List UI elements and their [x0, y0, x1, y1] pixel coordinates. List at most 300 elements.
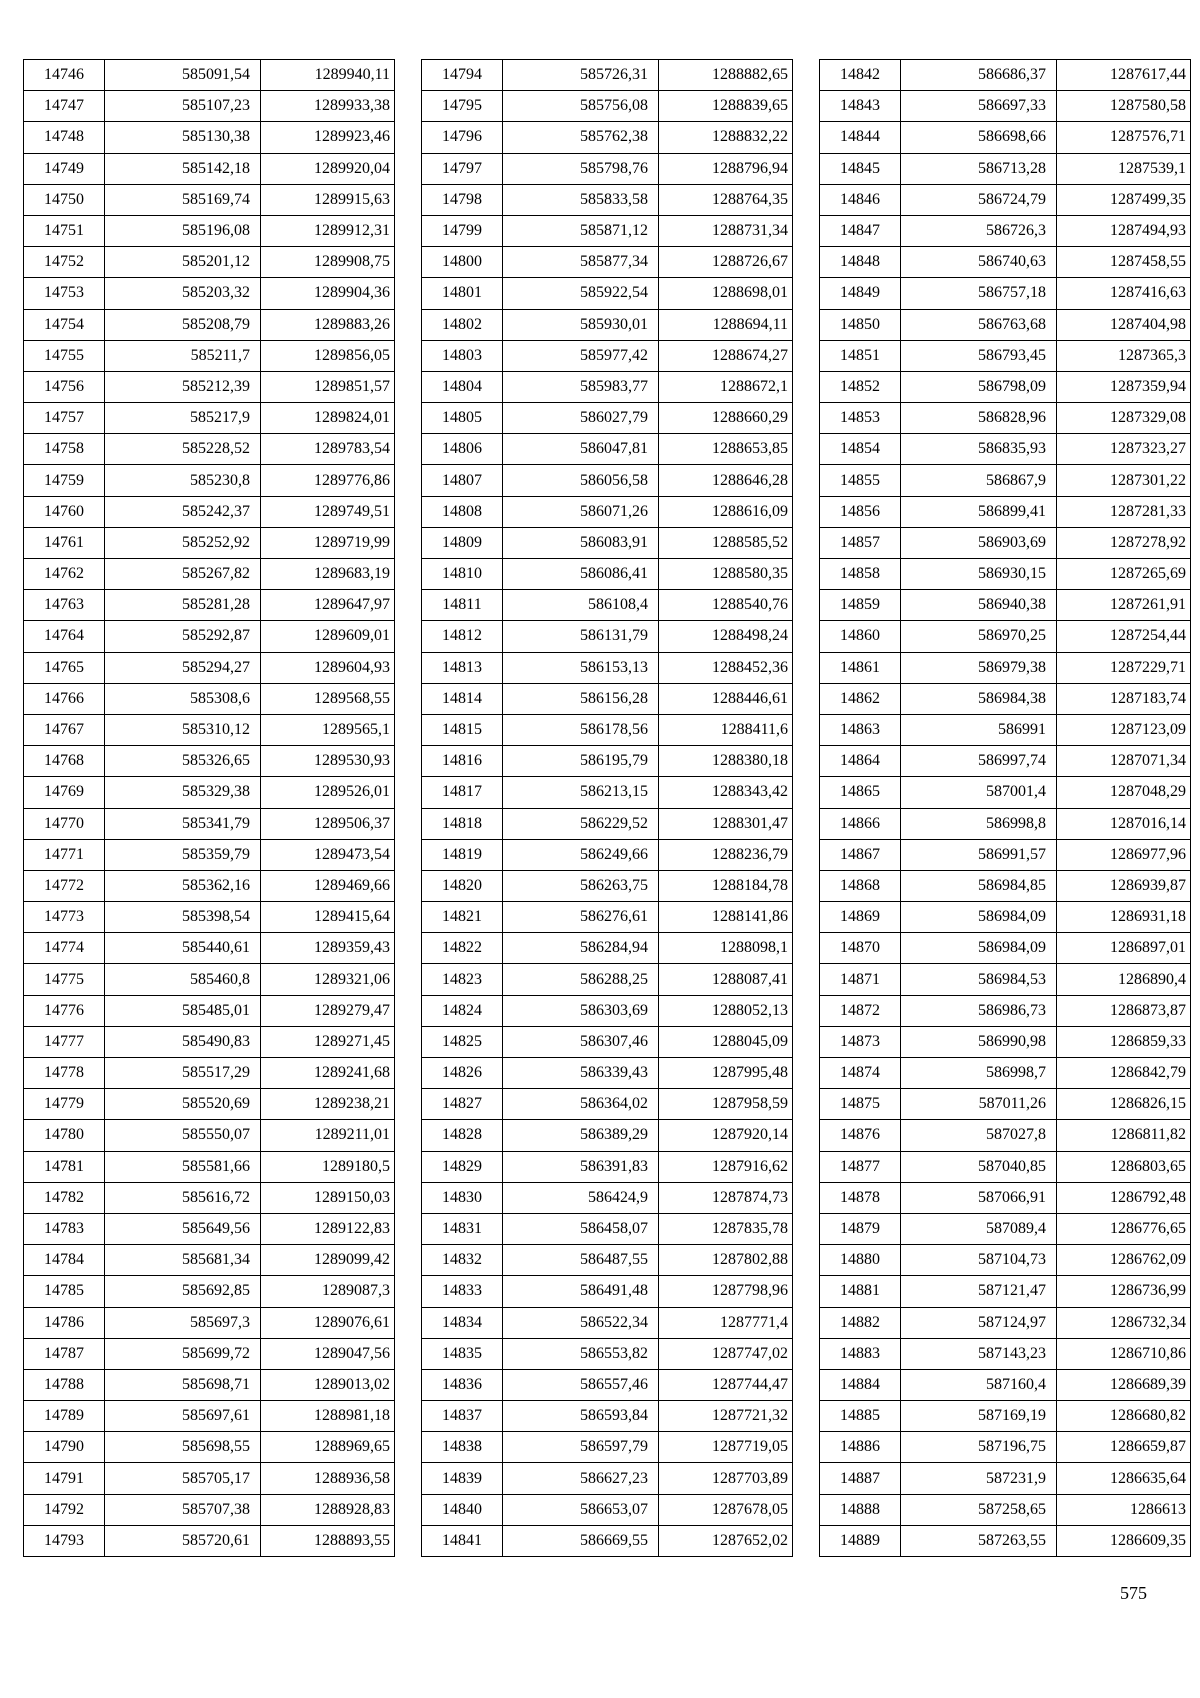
point-number-cell: 14867 [820, 839, 901, 870]
point-number-cell: 14820 [422, 870, 503, 901]
point-number-cell: 14821 [422, 902, 503, 933]
y-coordinate-cell: 1288653,85 [659, 434, 793, 465]
x-coordinate-cell: 586798,09 [901, 371, 1057, 402]
y-coordinate-cell: 1288446,61 [659, 683, 793, 714]
table-row [820, 1463, 1191, 1494]
y-coordinate-cell: 1286792,48 [1057, 1182, 1191, 1213]
x-coordinate-cell: 586027,79 [503, 403, 659, 434]
table-row [24, 1401, 395, 1432]
y-coordinate-cell: 1288301,47 [659, 808, 793, 839]
table-row [422, 621, 793, 652]
table-row [24, 403, 395, 434]
y-coordinate-cell: 1288726,67 [659, 247, 793, 278]
x-coordinate-cell: 587027,8 [901, 1120, 1057, 1151]
point-number-cell: 14752 [24, 247, 105, 278]
y-coordinate-cell: 1289279,47 [261, 995, 395, 1026]
table-row [820, 434, 1191, 465]
x-coordinate-cell: 585798,76 [503, 153, 659, 184]
point-number-cell: 14747 [24, 91, 105, 122]
table-row [422, 839, 793, 870]
y-coordinate-cell: 1286680,82 [1057, 1401, 1191, 1432]
y-coordinate-cell: 1286859,33 [1057, 1026, 1191, 1057]
table-row [820, 340, 1191, 371]
y-coordinate-cell: 1289506,37 [261, 808, 395, 839]
point-number-cell: 14755 [24, 340, 105, 371]
y-coordinate-cell: 1289923,46 [261, 122, 395, 153]
x-coordinate-cell: 586740,63 [901, 247, 1057, 278]
point-number-cell: 14777 [24, 1026, 105, 1057]
table-row [820, 403, 1191, 434]
table-row [422, 403, 793, 434]
point-number-cell: 14797 [422, 153, 503, 184]
y-coordinate-cell: 1287071,34 [1057, 746, 1191, 777]
point-number-cell: 14787 [24, 1338, 105, 1369]
point-number-cell: 14831 [422, 1213, 503, 1244]
point-number-cell: 14844 [820, 122, 901, 153]
table-row [24, 1432, 395, 1463]
x-coordinate-cell: 587089,4 [901, 1213, 1057, 1244]
point-number-cell: 14791 [24, 1463, 105, 1494]
point-number-cell: 14763 [24, 590, 105, 621]
table-row [820, 1432, 1191, 1463]
y-coordinate-cell: 1286762,09 [1057, 1245, 1191, 1276]
point-number-cell: 14852 [820, 371, 901, 402]
y-coordinate-cell: 1287719,05 [659, 1432, 793, 1463]
point-number-cell: 14794 [422, 60, 503, 91]
point-number-cell: 14764 [24, 621, 105, 652]
y-coordinate-cell: 1289013,02 [261, 1369, 395, 1400]
x-coordinate-cell: 585756,08 [503, 91, 659, 122]
y-coordinate-cell: 1289683,19 [261, 559, 395, 590]
y-coordinate-cell: 1289047,56 [261, 1338, 395, 1369]
table-row [422, 527, 793, 558]
y-coordinate-cell: 1287835,78 [659, 1213, 793, 1244]
y-coordinate-cell: 1288839,65 [659, 91, 793, 122]
table-row [422, 371, 793, 402]
table-row [820, 465, 1191, 496]
table-row [820, 1120, 1191, 1151]
y-coordinate-cell: 1288731,34 [659, 215, 793, 246]
point-number-cell: 14796 [422, 122, 503, 153]
table-row [422, 184, 793, 215]
point-number-cell: 14757 [24, 403, 105, 434]
table-row [422, 870, 793, 901]
x-coordinate-cell: 585517,29 [105, 1058, 261, 1089]
x-coordinate-cell: 586970,25 [901, 621, 1057, 652]
y-coordinate-cell: 1287995,48 [659, 1058, 793, 1089]
x-coordinate-cell: 586458,07 [503, 1213, 659, 1244]
table-row [422, 746, 793, 777]
x-coordinate-cell: 586424,9 [503, 1182, 659, 1213]
point-number-cell: 14774 [24, 933, 105, 964]
point-number-cell: 14823 [422, 964, 503, 995]
point-number-cell: 14843 [820, 91, 901, 122]
x-coordinate-cell: 585341,79 [105, 808, 261, 839]
x-coordinate-cell: 586930,15 [901, 559, 1057, 590]
y-coordinate-cell: 1289851,57 [261, 371, 395, 402]
y-coordinate-cell: 1286811,82 [1057, 1120, 1191, 1151]
y-coordinate-cell: 1286732,34 [1057, 1307, 1191, 1338]
point-number-cell: 14768 [24, 746, 105, 777]
y-coordinate-cell: 1289904,36 [261, 278, 395, 309]
table-row [24, 1151, 395, 1182]
x-coordinate-cell: 586998,7 [901, 1058, 1057, 1089]
table-row [24, 153, 395, 184]
y-coordinate-cell: 1287278,92 [1057, 527, 1191, 558]
y-coordinate-cell: 1288764,35 [659, 184, 793, 215]
x-coordinate-cell: 586229,52 [503, 808, 659, 839]
x-coordinate-cell: 585692,85 [105, 1276, 261, 1307]
table-row [422, 1120, 793, 1151]
y-coordinate-cell: 1289568,55 [261, 683, 395, 714]
table-row [422, 1151, 793, 1182]
point-number-cell: 14848 [820, 247, 901, 278]
x-coordinate-cell: 585398,54 [105, 902, 261, 933]
x-coordinate-cell: 587258,65 [901, 1494, 1057, 1525]
point-number-cell: 14779 [24, 1089, 105, 1120]
table-row [422, 808, 793, 839]
table-row [820, 839, 1191, 870]
y-coordinate-cell: 1288052,13 [659, 995, 793, 1026]
table-row [422, 465, 793, 496]
y-coordinate-cell: 1287652,02 [659, 1525, 793, 1556]
y-coordinate-cell: 1289824,01 [261, 403, 395, 434]
page-number: 575 [1120, 1583, 1147, 1603]
x-coordinate-cell: 585208,79 [105, 309, 261, 340]
y-coordinate-cell: 1289415,64 [261, 902, 395, 933]
point-number-cell: 14862 [820, 683, 901, 714]
table-row [422, 1432, 793, 1463]
table-row [24, 434, 395, 465]
point-number-cell: 14864 [820, 746, 901, 777]
table-row [422, 153, 793, 184]
y-coordinate-cell: 1288045,09 [659, 1026, 793, 1057]
x-coordinate-cell: 585681,34 [105, 1245, 261, 1276]
point-number-cell: 14813 [422, 652, 503, 683]
point-number-cell: 14784 [24, 1245, 105, 1276]
x-coordinate-cell: 586557,46 [503, 1369, 659, 1400]
x-coordinate-cell: 587001,4 [901, 777, 1057, 808]
point-number-cell: 14874 [820, 1058, 901, 1089]
x-coordinate-cell: 585726,31 [503, 60, 659, 91]
point-number-cell: 14885 [820, 1401, 901, 1432]
x-coordinate-cell: 585616,72 [105, 1182, 261, 1213]
point-number-cell: 14842 [820, 60, 901, 91]
x-coordinate-cell: 586284,94 [503, 933, 659, 964]
y-coordinate-cell: 1286689,39 [1057, 1369, 1191, 1400]
table-row [24, 1213, 395, 1244]
point-number-cell: 14870 [820, 933, 901, 964]
y-coordinate-cell: 1286873,87 [1057, 995, 1191, 1026]
table-row [24, 933, 395, 964]
point-number-cell: 14790 [24, 1432, 105, 1463]
y-coordinate-cell: 1288882,65 [659, 60, 793, 91]
point-number-cell: 14753 [24, 278, 105, 309]
point-number-cell: 14804 [422, 371, 503, 402]
x-coordinate-cell: 585267,82 [105, 559, 261, 590]
table-row [422, 1401, 793, 1432]
x-coordinate-cell: 586669,55 [503, 1525, 659, 1556]
table-row [820, 278, 1191, 309]
table-row [24, 1182, 395, 1213]
y-coordinate-cell: 1289908,75 [261, 247, 395, 278]
x-coordinate-cell: 586698,66 [901, 122, 1057, 153]
table-row [820, 683, 1191, 714]
table-row [422, 652, 793, 683]
point-number-cell: 14884 [820, 1369, 901, 1400]
x-coordinate-cell: 586724,79 [901, 184, 1057, 215]
y-coordinate-cell: 1288098,1 [659, 933, 793, 964]
y-coordinate-cell: 1286842,79 [1057, 1058, 1191, 1089]
table-row [820, 247, 1191, 278]
y-coordinate-cell: 1287744,47 [659, 1369, 793, 1400]
point-number-cell: 14857 [820, 527, 901, 558]
x-coordinate-cell: 586990,98 [901, 1026, 1057, 1057]
x-coordinate-cell: 585203,32 [105, 278, 261, 309]
point-number-cell: 14750 [24, 184, 105, 215]
x-coordinate-cell: 586108,4 [503, 590, 659, 621]
x-coordinate-cell: 586156,28 [503, 683, 659, 714]
point-number-cell: 14863 [820, 714, 901, 745]
y-coordinate-cell: 1288616,09 [659, 496, 793, 527]
table-row [422, 1026, 793, 1057]
table-row [422, 1182, 793, 1213]
y-coordinate-cell: 1286659,87 [1057, 1432, 1191, 1463]
table-row [24, 215, 395, 246]
table-row [24, 1525, 395, 1556]
point-number-cell: 14836 [422, 1369, 503, 1400]
x-coordinate-cell: 585230,8 [105, 465, 261, 496]
table-row [24, 1089, 395, 1120]
x-coordinate-cell: 587040,85 [901, 1151, 1057, 1182]
point-number-cell: 14778 [24, 1058, 105, 1089]
point-number-cell: 14799 [422, 215, 503, 246]
x-coordinate-cell: 587124,97 [901, 1307, 1057, 1338]
x-coordinate-cell: 585460,8 [105, 964, 261, 995]
x-coordinate-cell: 586899,41 [901, 496, 1057, 527]
table-row [820, 1213, 1191, 1244]
x-coordinate-cell: 585326,65 [105, 746, 261, 777]
y-coordinate-cell: 1287229,71 [1057, 652, 1191, 683]
table-row [820, 1151, 1191, 1182]
point-number-cell: 14859 [820, 590, 901, 621]
point-number-cell: 14770 [24, 808, 105, 839]
y-coordinate-cell: 1289473,54 [261, 839, 395, 870]
point-number-cell: 14746 [24, 60, 105, 91]
x-coordinate-cell: 586263,75 [503, 870, 659, 901]
x-coordinate-cell: 586653,07 [503, 1494, 659, 1525]
y-coordinate-cell: 1287958,59 [659, 1089, 793, 1120]
point-number-cell: 14834 [422, 1307, 503, 1338]
point-number-cell: 14860 [820, 621, 901, 652]
x-coordinate-cell: 585310,12 [105, 714, 261, 745]
x-coordinate-cell: 586071,26 [503, 496, 659, 527]
y-coordinate-cell: 1286890,4 [1057, 964, 1191, 995]
y-coordinate-cell: 1289099,42 [261, 1245, 395, 1276]
x-coordinate-cell: 585983,77 [503, 371, 659, 402]
y-coordinate-cell: 1288411,6 [659, 714, 793, 745]
table-row [820, 746, 1191, 777]
table-row [820, 1338, 1191, 1369]
y-coordinate-cell: 1289565,1 [261, 714, 395, 745]
point-number-cell: 14872 [820, 995, 901, 1026]
point-number-cell: 14801 [422, 278, 503, 309]
table-row [422, 434, 793, 465]
table-row [820, 1525, 1191, 1556]
table-row [24, 683, 395, 714]
x-coordinate-cell: 585281,28 [105, 590, 261, 621]
y-coordinate-cell: 1289719,99 [261, 527, 395, 558]
table-row [422, 995, 793, 1026]
x-coordinate-cell: 587066,91 [901, 1182, 1057, 1213]
y-coordinate-cell: 1287499,35 [1057, 184, 1191, 215]
x-coordinate-cell: 585252,92 [105, 527, 261, 558]
table-row [422, 1307, 793, 1338]
x-coordinate-cell: 586083,91 [503, 527, 659, 558]
y-coordinate-cell: 1287576,71 [1057, 122, 1191, 153]
x-coordinate-cell: 587160,4 [901, 1369, 1057, 1400]
y-coordinate-cell: 1286939,87 [1057, 870, 1191, 901]
x-coordinate-cell: 585142,18 [105, 153, 261, 184]
point-number-cell: 14866 [820, 808, 901, 839]
x-coordinate-cell: 585581,66 [105, 1151, 261, 1182]
table-row [820, 1401, 1191, 1432]
y-coordinate-cell: 1289530,93 [261, 746, 395, 777]
x-coordinate-cell: 585107,23 [105, 91, 261, 122]
table-row [24, 247, 395, 278]
x-coordinate-cell: 585212,39 [105, 371, 261, 402]
y-coordinate-cell: 1289933,38 [261, 91, 395, 122]
x-coordinate-cell: 585877,34 [503, 247, 659, 278]
point-number-cell: 14879 [820, 1213, 901, 1244]
y-coordinate-cell: 1289122,83 [261, 1213, 395, 1244]
table-row [24, 1369, 395, 1400]
table-row [24, 1494, 395, 1525]
x-coordinate-cell: 585217,9 [105, 403, 261, 434]
table-row [820, 902, 1191, 933]
x-coordinate-cell: 585440,61 [105, 933, 261, 964]
table-row [24, 122, 395, 153]
y-coordinate-cell: 1287048,29 [1057, 777, 1191, 808]
x-coordinate-cell: 586903,69 [901, 527, 1057, 558]
x-coordinate-cell: 585930,01 [503, 309, 659, 340]
y-coordinate-cell: 1287265,69 [1057, 559, 1191, 590]
x-coordinate-cell: 586984,53 [901, 964, 1057, 995]
x-coordinate-cell: 587011,26 [901, 1089, 1057, 1120]
point-number-cell: 14833 [422, 1276, 503, 1307]
point-number-cell: 14788 [24, 1369, 105, 1400]
table-row [422, 122, 793, 153]
y-coordinate-cell: 1289321,06 [261, 964, 395, 995]
table-row [24, 1026, 395, 1057]
y-coordinate-cell: 1288694,11 [659, 309, 793, 340]
point-number-cell: 14803 [422, 340, 503, 371]
x-coordinate-cell: 586339,43 [503, 1058, 659, 1089]
x-coordinate-cell: 586131,79 [503, 621, 659, 652]
table-row [24, 902, 395, 933]
y-coordinate-cell: 1288343,42 [659, 777, 793, 808]
point-number-cell: 14800 [422, 247, 503, 278]
x-coordinate-cell: 585329,38 [105, 777, 261, 808]
x-coordinate-cell: 585520,69 [105, 1089, 261, 1120]
table-row [24, 808, 395, 839]
y-coordinate-cell: 1289087,3 [261, 1276, 395, 1307]
x-coordinate-cell: 587121,47 [901, 1276, 1057, 1307]
x-coordinate-cell: 586364,02 [503, 1089, 659, 1120]
y-coordinate-cell: 1287747,02 [659, 1338, 793, 1369]
table-row [24, 870, 395, 901]
y-coordinate-cell: 1287016,14 [1057, 808, 1191, 839]
point-number-cell: 14776 [24, 995, 105, 1026]
x-coordinate-cell: 587104,73 [901, 1245, 1057, 1276]
y-coordinate-cell: 1288672,1 [659, 371, 793, 402]
y-coordinate-cell: 1288832,22 [659, 122, 793, 153]
table-row [820, 309, 1191, 340]
table-row [820, 964, 1191, 995]
y-coordinate-cell: 1289920,04 [261, 153, 395, 184]
y-coordinate-cell: 1288498,24 [659, 621, 793, 652]
point-number-cell: 14759 [24, 465, 105, 496]
x-coordinate-cell: 585762,38 [503, 122, 659, 153]
point-number-cell: 14855 [820, 465, 901, 496]
table-row [820, 808, 1191, 839]
y-coordinate-cell: 1289180,5 [261, 1151, 395, 1182]
x-coordinate-cell: 586757,18 [901, 278, 1057, 309]
point-number-cell: 14838 [422, 1432, 503, 1463]
x-coordinate-cell: 586307,46 [503, 1026, 659, 1057]
point-number-cell: 14775 [24, 964, 105, 995]
x-coordinate-cell: 586998,8 [901, 808, 1057, 839]
point-number-cell: 14875 [820, 1089, 901, 1120]
y-coordinate-cell: 1288674,27 [659, 340, 793, 371]
table-row [24, 964, 395, 995]
y-coordinate-cell: 1289883,26 [261, 309, 395, 340]
point-number-cell: 14876 [820, 1120, 901, 1151]
x-coordinate-cell: 585697,61 [105, 1401, 261, 1432]
point-number-cell: 14861 [820, 652, 901, 683]
point-number-cell: 14773 [24, 902, 105, 933]
point-number-cell: 14798 [422, 184, 503, 215]
point-number-cell: 14839 [422, 1463, 503, 1494]
point-number-cell: 14793 [24, 1525, 105, 1556]
x-coordinate-cell: 585228,52 [105, 434, 261, 465]
point-number-cell: 14880 [820, 1245, 901, 1276]
y-coordinate-cell: 1287329,08 [1057, 403, 1191, 434]
table-row [24, 590, 395, 621]
y-coordinate-cell: 1287458,55 [1057, 247, 1191, 278]
table-row [422, 340, 793, 371]
x-coordinate-cell: 585292,87 [105, 621, 261, 652]
point-number-cell: 14881 [820, 1276, 901, 1307]
y-coordinate-cell: 1287281,33 [1057, 496, 1191, 527]
x-coordinate-cell: 586391,83 [503, 1151, 659, 1182]
point-number-cell: 14840 [422, 1494, 503, 1525]
point-number-cell: 14828 [422, 1120, 503, 1151]
y-coordinate-cell: 1287678,05 [659, 1494, 793, 1525]
point-number-cell: 14825 [422, 1026, 503, 1057]
point-number-cell: 14771 [24, 839, 105, 870]
table-row [24, 839, 395, 870]
y-coordinate-cell: 1287254,44 [1057, 621, 1191, 652]
table-row [422, 933, 793, 964]
point-number-cell: 14789 [24, 1401, 105, 1432]
x-coordinate-cell: 586991 [901, 714, 1057, 745]
point-number-cell: 14845 [820, 153, 901, 184]
y-coordinate-cell: 1289940,11 [261, 60, 395, 91]
point-number-cell: 14849 [820, 278, 901, 309]
y-coordinate-cell: 1288893,55 [261, 1525, 395, 1556]
table-row [422, 964, 793, 995]
